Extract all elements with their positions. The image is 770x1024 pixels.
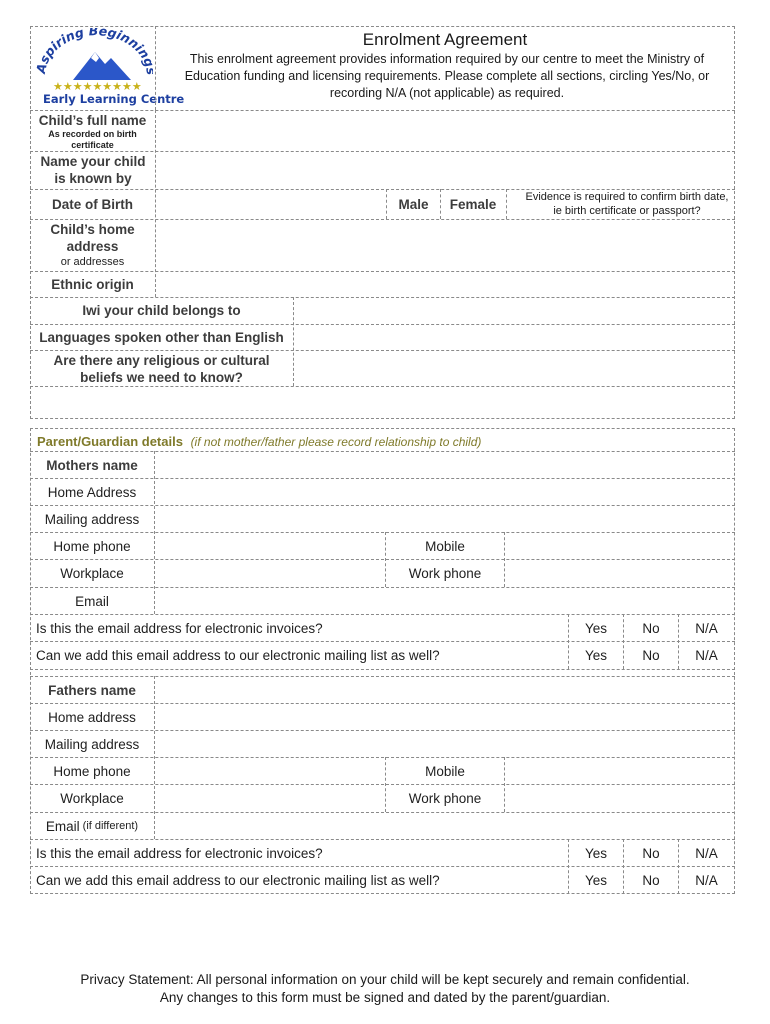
father-email-label bbox=[30, 813, 154, 839]
ethnic-origin-label: Ethnic origin bbox=[51, 276, 134, 292]
father-mailing-field[interactable] bbox=[155, 731, 734, 757]
father-home-address-field[interactable] bbox=[155, 704, 734, 730]
mother-invoice-na[interactable]: N/A bbox=[695, 620, 718, 636]
centre-logo bbox=[33, 28, 185, 110]
mother-name-label: Mothers name bbox=[46, 457, 138, 473]
changes-statement: Any changes to this form must be signed and dated by the parent/guardian. bbox=[159, 990, 611, 1005]
father-name-field[interactable] bbox=[155, 677, 734, 703]
father-invoice-yes[interactable]: Yes bbox=[584, 845, 608, 861]
father-email-field[interactable] bbox=[155, 813, 734, 839]
svg-text:★★★★★★★★★: ★★★★★★★★★ bbox=[53, 80, 142, 93]
mother-home-phone-field[interactable] bbox=[155, 533, 385, 559]
father-mailing-na[interactable]: N/A bbox=[695, 872, 718, 888]
home-address-label: Child’s home address bbox=[50, 222, 135, 254]
female-option[interactable]: Female bbox=[449, 196, 497, 212]
beliefs-label: Are there any religious or cultural beliefs we need to know? bbox=[53, 352, 270, 385]
father-email-label-text: Email bbox=[45, 818, 80, 834]
father-name-label: Fathers name bbox=[48, 682, 136, 698]
parent-heading-title: Parent/Guardian details bbox=[37, 434, 183, 449]
dob-label: Date of Birth bbox=[52, 196, 133, 212]
mother-workplace-field[interactable] bbox=[155, 560, 385, 587]
mother-mobile-label: Mobile bbox=[425, 538, 465, 554]
father-mobile-label: Mobile bbox=[425, 763, 465, 779]
father-home-phone-field[interactable] bbox=[155, 758, 385, 784]
mother-home-address-label: Home Address bbox=[47, 484, 137, 500]
mother-name-field[interactable] bbox=[155, 452, 734, 478]
mother-mailing-na[interactable]: N/A bbox=[695, 648, 718, 663]
beliefs-field[interactable] bbox=[294, 351, 734, 386]
father-home-address-label: Home address bbox=[48, 709, 136, 725]
father-email-note: (if different) bbox=[82, 819, 139, 832]
full-name-note: As recorded on birth certificate bbox=[48, 129, 137, 150]
father-mailing-yes[interactable]: Yes bbox=[584, 872, 608, 888]
svg-text:Aspiring Beginnings: Aspiring Beginnin bbox=[33, 28, 153, 75]
mother-email-field[interactable] bbox=[155, 588, 734, 614]
evidence-note: Evidence is required to confirm birth date, ie birth certificate or passport? bbox=[525, 191, 729, 217]
beliefs-extra-field[interactable] bbox=[31, 387, 734, 418]
logo-centre-name: Early Learning Centre bbox=[43, 92, 185, 106]
father-work-phone-label: Work phone bbox=[408, 791, 482, 806]
father-mobile-field[interactable] bbox=[505, 758, 734, 784]
iwi-field[interactable] bbox=[294, 298, 734, 323]
privacy-statement: Privacy Statement: All personal information on your child will be kept securely and remain confidential. bbox=[80, 972, 690, 987]
intro-text: This enrolment agreement provides information required by our centre to meet the Ministry of Education funding and licensing requirements. Please complete all sections, circling Yes/No, or recording N/A (not applicable) as required. bbox=[184, 52, 710, 100]
ethnic-origin-field[interactable] bbox=[156, 272, 734, 296]
mother-home-address-field[interactable] bbox=[155, 479, 734, 505]
father-invoice-question: Is this the email address for electronic invoices? bbox=[36, 845, 323, 861]
known-by-label: Name your child is known by bbox=[40, 154, 146, 186]
iwi-label: Iwi your child belongs to bbox=[82, 303, 241, 318]
mother-mailing-yes[interactable]: Yes bbox=[584, 648, 608, 663]
father-workplace-label: Workplace bbox=[60, 791, 124, 806]
male-option[interactable]: Male bbox=[398, 196, 429, 212]
known-by-field[interactable] bbox=[156, 152, 734, 188]
dob-field[interactable] bbox=[156, 190, 386, 218]
father-invoice-na[interactable]: N/A bbox=[695, 845, 718, 861]
languages-label: Languages spoken other than English bbox=[39, 329, 284, 345]
child-full-name-label: Child’s full name bbox=[38, 112, 147, 128]
home-address-field[interactable] bbox=[156, 220, 734, 271]
address-note: or addresses bbox=[60, 256, 125, 268]
mother-mailing-label: Mailing address bbox=[44, 511, 140, 527]
father-workplace-field[interactable] bbox=[155, 785, 385, 812]
languages-field[interactable] bbox=[294, 325, 734, 349]
father-mailing-label: Mailing address bbox=[44, 736, 140, 752]
mother-workplace-label: Workplace bbox=[60, 566, 124, 581]
mother-mobile-field[interactable] bbox=[505, 533, 734, 559]
father-work-phone-field[interactable] bbox=[505, 785, 734, 812]
mother-invoice-no[interactable]: No bbox=[642, 620, 660, 636]
mother-email-label: Email bbox=[75, 593, 109, 609]
page-title: Enrolment Agreement bbox=[362, 30, 528, 49]
mother-mailing-field[interactable] bbox=[155, 506, 734, 532]
mother-work-phone-field[interactable] bbox=[505, 560, 734, 587]
father-invoice-no[interactable]: No bbox=[642, 845, 660, 861]
mother-work-phone-label: Work phone bbox=[408, 566, 482, 581]
father-mailing-list-question: Can we add this email address to our electronic mailing list as well? bbox=[36, 872, 440, 888]
mother-mailing-list-question: Can we add this email address to our electronic mailing list as well? bbox=[36, 648, 440, 663]
father-home-phone-label: Home phone bbox=[53, 763, 131, 779]
mother-invoice-question: Is this the email address for electronic invoices? bbox=[36, 620, 323, 636]
child-full-name-field[interactable] bbox=[156, 111, 734, 150]
parent-heading-note: (if not mother/father please record relationship to child) bbox=[190, 435, 482, 449]
father-mailing-no[interactable]: No bbox=[642, 872, 660, 888]
mother-mailing-no[interactable]: No bbox=[642, 648, 660, 663]
parent-heading bbox=[37, 434, 481, 449]
mother-invoice-yes[interactable]: Yes bbox=[584, 620, 608, 636]
mother-home-phone-label: Home phone bbox=[53, 538, 131, 554]
